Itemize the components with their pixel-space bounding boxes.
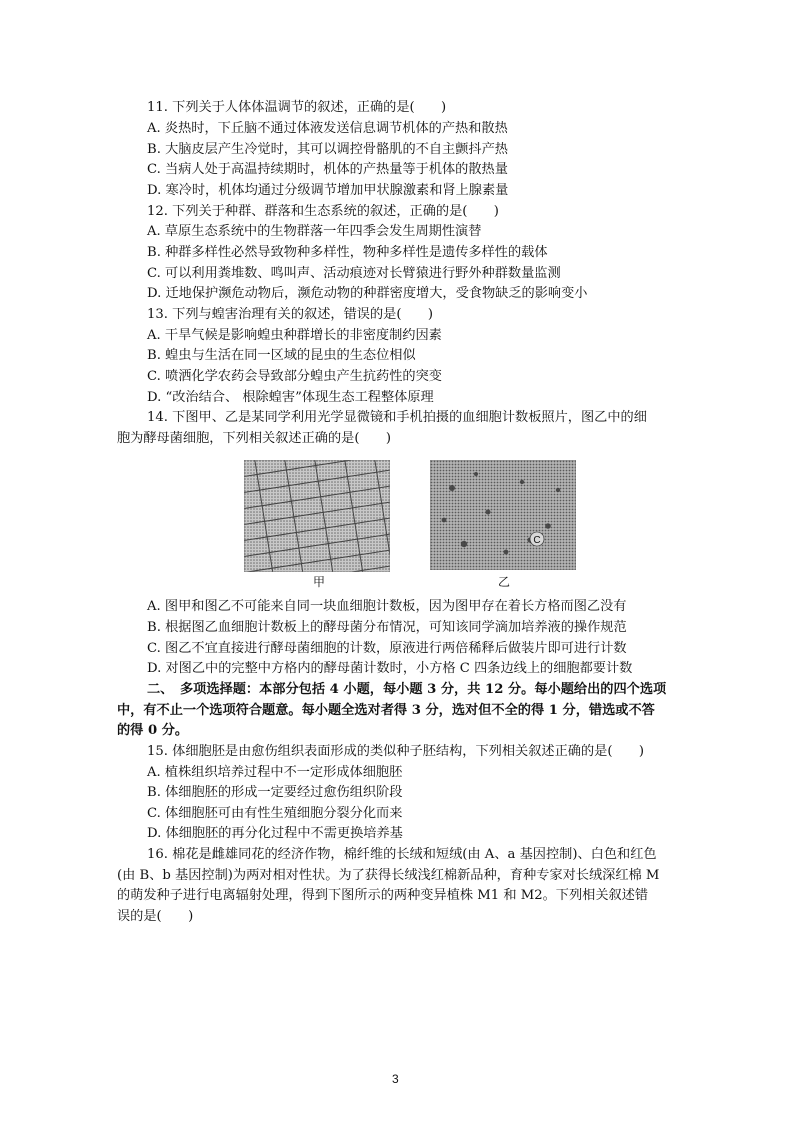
q14-option-d: D. 对图乙中的完整中方格内的酵母菌计数时，小方格 C 四条边线上的细胞都要计数: [147, 661, 633, 676]
page-number: 3: [392, 1072, 399, 1086]
q12-option-a: A. 草原生态系统中的生物群落一年四季会发生周期性演替: [147, 224, 482, 239]
micrograph-yi: [430, 460, 576, 570]
figure-caption-yi: 乙: [498, 575, 511, 589]
q13-option-a: A. 干旱气候是影响蝗虫种群增长的非密度制约因素: [147, 328, 442, 343]
q12-option-c: C. 可以利用粪堆数、鸣叫声、活动痕迹对长臂猿进行野外种群数量监测: [147, 266, 561, 281]
q12-option-b: B. 种群多样性必然导致物种多样性，物种多样性是遗传多样性的载体: [147, 245, 548, 260]
q13-stem: 13. 下列与蝗害治理有关的叙述，错误的是( ): [147, 307, 434, 322]
section2-line1: 二、 多项选择题：本部分包括 4 小题，每小题 3 分，共 12 分。每小题给出的四个选项: [147, 682, 667, 697]
q14-stem-line1: 14. 下图甲、乙是某同学利用光学显微镜和手机拍摄的血细胞计数板照片，图乙中的细: [147, 410, 647, 425]
figure-caption-jia: 甲: [313, 575, 326, 589]
q11-option-a: A. 炎热时，下丘脑不通过体液发送信息调节机体的产热和散热: [147, 121, 508, 136]
q16-line2: (由 B、b 基因控制)为两对相对性状。为了获得长绒浅红棉新品种，育种专家对长绒深红棉 M: [117, 868, 660, 883]
q15-option-d: D. 体细胞胚的再分化过程中不需更换培养基: [147, 826, 403, 841]
q12-stem: 12. 下列关于种群、群落和生态系统的叙述，正确的是( ): [147, 204, 499, 219]
q16-line1: 16. 棉花是雌雄同花的经济作物，棉纤维的长绒和短绒(由 A、a 基因控制)、白色和红色: [147, 847, 657, 862]
section2-line3: 的得 0 分。: [117, 723, 189, 738]
q13-option-d: D. “改治结合、 根除蝗害”体现生态工程整体原理: [147, 390, 434, 405]
q13-option-b: B. 蝗虫与生活在同一区域的昆虫的生态位相似: [147, 348, 416, 363]
q14-option-a: A. 图甲和图乙不可能来自同一块血细胞计数板，因为图甲存在着长方格而图乙没有: [147, 599, 627, 614]
q16-line3: 的萌发种子进行电离辐射处理，得到下图所示的两种变异植株 M1 和 M2。下列相关叙述错: [117, 888, 649, 903]
q11-stem: 11. 下列关于人体体温调节的叙述，正确的是( ): [147, 100, 447, 115]
q12-option-d: D. 迁地保护濒危动物后，濒危动物的种群密度增大，受食物缺乏的影响变小: [147, 286, 588, 301]
q15-option-c: C. 体细胞胚可由有性生殖细胞分裂分化而来: [147, 806, 403, 821]
q11-option-c: C. 当病人处于高温持续期时，机体的产热量等于机体的散热量: [147, 162, 508, 177]
q11-option-b: B. 大脑皮层产生冷觉时，其可以调控骨骼肌的不自主颤抖产热: [147, 142, 508, 157]
q15-stem: 15. 体细胞胚是由愈伤组织表面形成的类似种子胚结构，下列相关叙述正确的是( ): [147, 744, 645, 759]
section2-line2: 中，有不止一个选项符合题意。每小题全选对者得 3 分，选对但不全的得 1 分，错选或不答: [117, 703, 655, 718]
figure-label-c: C: [533, 535, 541, 546]
q14-option-b: B. 根据图乙血细胞计数板上的酵母菌分布情况，可知该同学滴加培养液的操作规范: [147, 620, 627, 635]
q15-option-a: A. 植株组织培养过程中不一定形成体细胞胚: [147, 765, 403, 780]
q15-option-b: B. 体细胞胚的形成一定要经过愈伤组织阶段: [147, 785, 403, 800]
q11-option-d: D. 寒冷时，机体均通过分级调节增加甲状腺激素和肾上腺素量: [147, 183, 509, 198]
q13-option-c: C. 喷洒化学农药会导致部分蝗虫产生抗药性的突变: [147, 369, 442, 384]
q14-option-c: C. 图乙不宜直接进行酵母菌细胞的计数，原液进行两倍稀释后做装片即可进行计数: [147, 641, 627, 656]
q14-stem-line2: 胞为酵母菌细胞，下列相关叙述正确的是( ): [117, 431, 392, 446]
micrograph-jia: [244, 460, 390, 572]
q16-line4: 误的是( ): [117, 909, 194, 924]
